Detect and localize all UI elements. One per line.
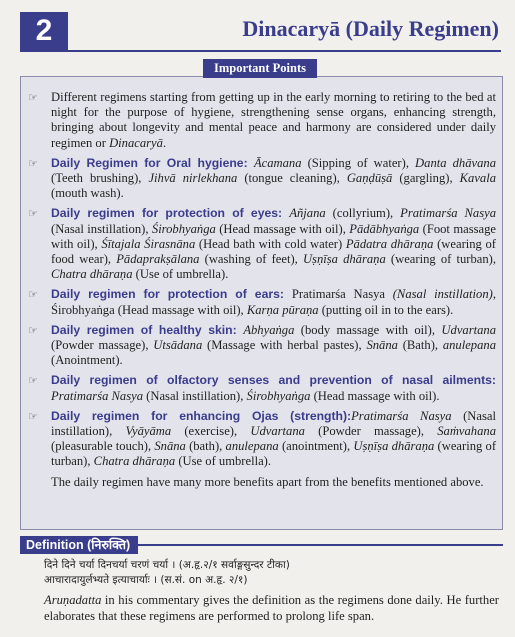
italic-term: Uṣṇīṣa dhāraṇa (302, 252, 386, 267)
italic-term: anulepana (225, 439, 279, 454)
important-point (27, 156, 496, 202)
text-run: (Anointment). (51, 353, 123, 368)
text-run: (exercise), (171, 424, 251, 439)
italic-term: Karṇa pūraṇa (246, 302, 319, 317)
italic-term: Utsādana (153, 338, 203, 353)
italic-term: Pādaprakṣālana (116, 252, 200, 267)
point-heading: Daily regimen of olfactory senses and prevention of nasal ailments: (51, 373, 496, 388)
italic-term: (Nasal instillation) (392, 287, 493, 302)
italic-term: Pādatra dhāraṇa (345, 236, 434, 251)
definition-label: Definition (निरुक्ति) (20, 536, 138, 554)
italic-term: Vyāyāma (125, 424, 172, 439)
text-run: (Bath), (397, 338, 443, 353)
text-run: (Powder massage), (51, 338, 154, 353)
italic-term: Aruṇadatta (44, 593, 102, 607)
italic-term: Kavala (459, 171, 497, 186)
italic-term: Udvartana (250, 424, 305, 439)
pointing-hand-icon: ☞ (28, 91, 38, 104)
text-run: (Nasal instillation), (51, 221, 152, 236)
important-points-label: Important Points (203, 59, 317, 78)
italic-term: Chatra dhāraṇa (93, 454, 176, 469)
italic-term: Chatra dhāraṇa (51, 267, 133, 282)
important-point (27, 287, 496, 317)
pointing-hand-icon: ☞ (28, 323, 38, 337)
text-run: in his commentary gives the definition as the regimens done daily. He further elaborates that these regimens are performed to prolong life span. (44, 593, 499, 623)
definition-paragraph (44, 593, 499, 624)
important-point (27, 373, 496, 403)
italic-term: Pratimarśa Nasya (351, 408, 452, 423)
text-run: (pleasurable touch), (51, 439, 155, 454)
chapter-title: Dinacaryā (Daily Regimen) (242, 16, 499, 41)
important-point (27, 323, 496, 369)
italic-term: Śirobhyaṅga (246, 388, 311, 403)
points-list (27, 90, 496, 470)
italic-term: anulepana (442, 338, 496, 353)
sanskrit-verse-1: दिने दिने चर्या दिनचर्या चरणं चर्या । (अ.हृ.२/१ सर्वाङ्गसुन्दर टीका) (44, 559, 290, 571)
text-run: (Massage with herbal pastes), (202, 338, 367, 353)
chapter-number: 2 (20, 12, 68, 50)
definition-header (20, 536, 503, 554)
text-run: (wearing of turban), (51, 439, 497, 469)
italic-term: Danta dhāvana (415, 155, 496, 170)
chapter-header (0, 0, 515, 56)
italic-term: Snāna (366, 338, 398, 353)
text-run: Pratimarśa Nasya (291, 287, 393, 302)
italic-term: Dinacaryā (109, 135, 163, 150)
important-point (27, 90, 496, 151)
text-run: (Head massage with oil). (310, 388, 440, 403)
italic-term: Ācamana (253, 155, 302, 170)
text-run: (Head massage with oil), (215, 221, 350, 236)
text-run: (wearing of food wear), (51, 236, 496, 267)
text-run: (gargling), (392, 171, 460, 186)
closing-note: The daily regimen have many more benefits apart from the benefits mentioned above. (51, 474, 484, 489)
text-run: , Śirobhyaṅga (Head massage with oil), (51, 287, 496, 317)
text-run: (wearing of turban), (385, 252, 496, 267)
italic-term: Uṣṇīṣa dhāraṇa (353, 439, 435, 454)
definition-rule (138, 544, 503, 546)
point-heading: Daily regimen of healthy skin: (51, 322, 244, 337)
pointing-hand-icon: ☞ (28, 156, 38, 170)
important-points-box (20, 76, 503, 530)
italic-term: Udvartana (441, 322, 496, 337)
sanskrit-verse-2: आचारादायुर्लभ्यते इत्याचार्याः । (स.सं. on अ.हृ. २/१) (44, 574, 248, 586)
point-heading: Daily regimen for enhancing Ojas (strength): (51, 408, 352, 423)
text-run: . (162, 135, 167, 150)
italic-term: Pādābhyaṅga (349, 221, 420, 236)
text-run: (Teeth brushing), (51, 171, 149, 186)
text-run: (Sipping of water), (301, 155, 416, 170)
text-run: (collyrium), (325, 206, 401, 221)
text-run: (Powder massage), (304, 424, 438, 439)
text-run: (tongue cleaning), (237, 171, 347, 186)
pointing-hand-icon: ☞ (28, 207, 38, 221)
italic-term: Jihvā nirlekhana (148, 171, 238, 186)
text-run: (putting oil in to the ears). (318, 302, 454, 317)
italic-term: Saṁvahana (437, 424, 496, 439)
text-run: (Head bath with cold water) (195, 236, 346, 251)
italic-term: Pratimarśa Nasya (400, 206, 496, 221)
text-run: Different regimens starting from getting up in the early morning to retiring to the bed at night for the purpose of hygiene, strengthening sense organs, enhancing strength, bringing about longevity and mental peace and harmony are considered under daily regimen or (51, 90, 496, 150)
pointing-hand-icon: ☞ (28, 288, 38, 302)
italic-term: Añjana (289, 206, 326, 221)
italic-term: Gaṇḍūṣā (346, 171, 393, 186)
text-run: (bath), (185, 439, 226, 454)
point-heading: Daily Regimen for Oral hygiene: (51, 155, 254, 170)
title-rule (20, 50, 501, 52)
text-run: (Use of umbrella). (175, 454, 272, 469)
text-run: (Use of umbrella). (132, 267, 229, 282)
pointing-hand-icon: ☞ (28, 409, 38, 423)
point-heading: Daily regimen for protection of ears: (51, 287, 292, 302)
text-run: (mouth wash). (51, 186, 124, 201)
italic-term: Śītajala Śirasnāna (101, 236, 196, 251)
text-run: (washing of feet), (199, 252, 303, 267)
point-heading: Daily regimen for protection of eyes: (51, 206, 290, 221)
text-run: (Foot massage with oil), (51, 221, 496, 251)
italic-term: Snāna (154, 439, 186, 454)
pointing-hand-icon: ☞ (28, 374, 38, 388)
text-run: (Nasal instillation), (143, 388, 247, 403)
text-run: (anointment), (278, 439, 354, 454)
important-point (27, 206, 496, 282)
text-run: (Nasal instillation), (51, 408, 496, 439)
italic-term: Śirobhyaṅga (151, 221, 216, 236)
text-run: (body massage with oil), (294, 322, 442, 337)
important-point (27, 409, 496, 470)
italic-term: Pratimarśa Nasya (51, 388, 144, 403)
italic-term: Abhyaṅga (243, 322, 295, 337)
